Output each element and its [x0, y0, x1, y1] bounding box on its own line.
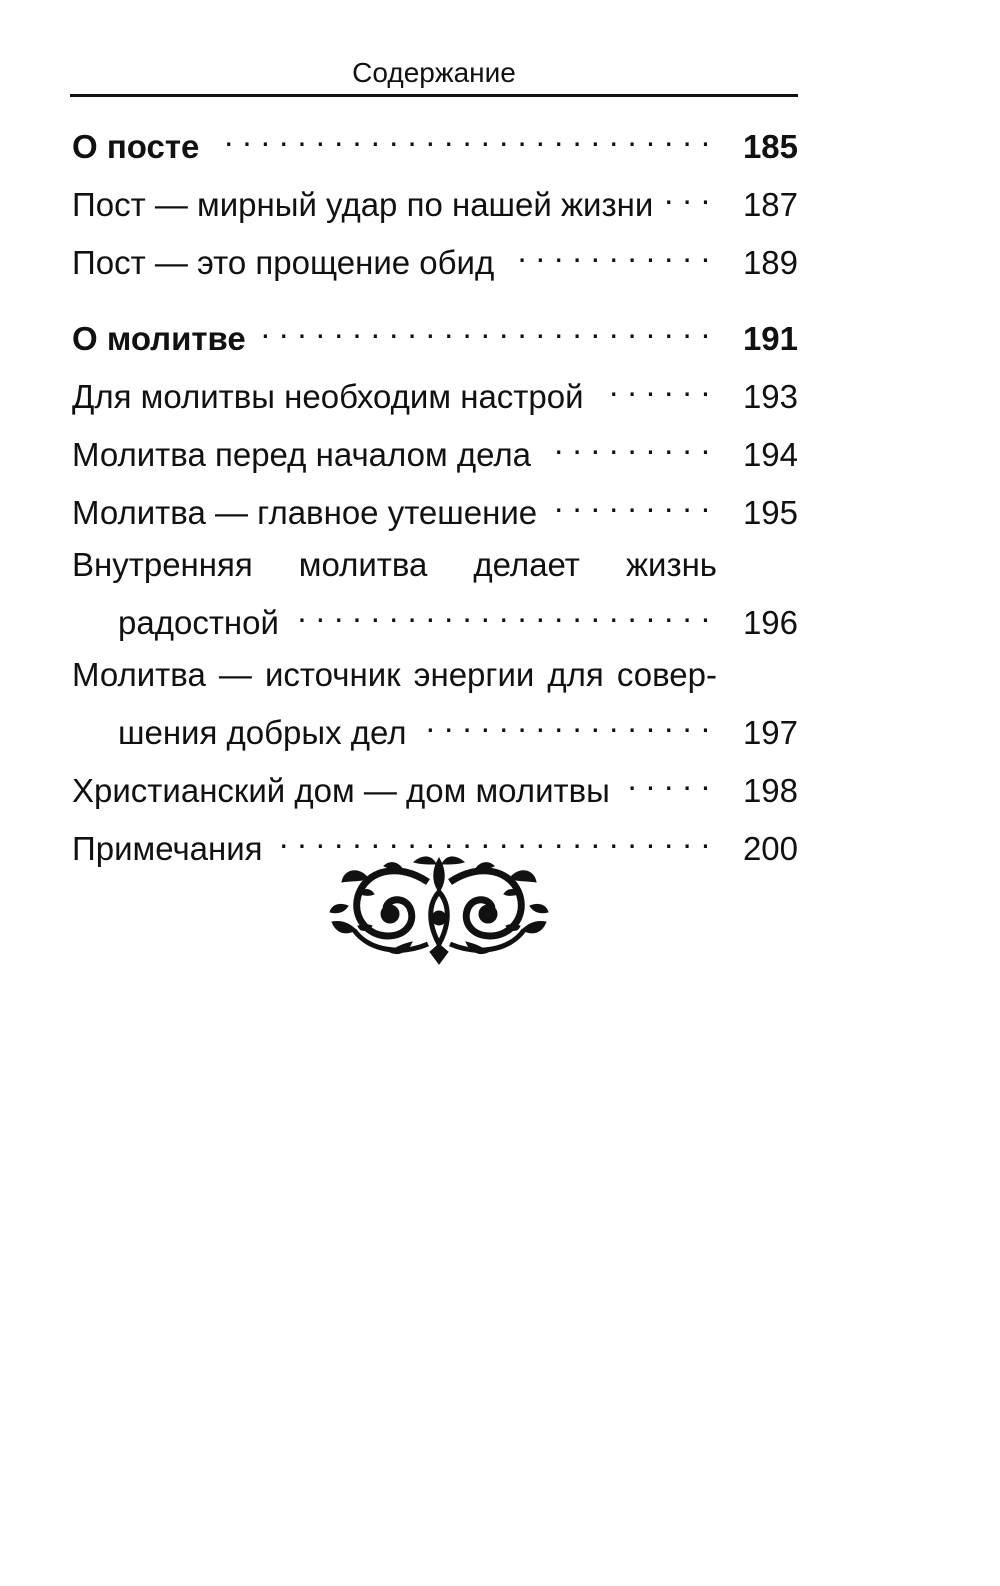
running-header-title: Содержание	[352, 57, 516, 88]
toc-entry-post-mirnyi-udar[interactable]	[72, 170, 798, 228]
toc-entry-word: совер-	[616, 656, 717, 693]
toc-entry-label-line1	[72, 652, 717, 698]
toc-entry-page: 191	[742, 320, 798, 357]
toc-entry-khristianskii-dom[interactable]	[72, 756, 798, 814]
toc-entry-label-line2: шения добрых дел	[118, 714, 407, 751]
toc-entry-label: Пост — это прощение обид	[72, 244, 495, 281]
toc-entry-page: 197	[742, 714, 798, 751]
toc-entry-o-molitve[interactable]	[72, 304, 798, 362]
toc-entry-page: 196	[742, 604, 798, 641]
toc-entry-word: молитва	[298, 546, 428, 583]
toc-entry-post-proshchenie-obid[interactable]	[72, 228, 798, 286]
dot-leader	[508, 228, 710, 274]
toc-entry-page: 189	[742, 244, 798, 281]
toc-entry-label: О посте	[72, 128, 200, 165]
toc-entry-label: Для молитвы необходим настрой	[72, 378, 584, 415]
floral-ornament-icon	[328, 852, 550, 968]
toc-entry-o-poste[interactable]	[72, 112, 798, 170]
dot-leader	[421, 698, 710, 744]
toc-entry-word: жизнь	[625, 546, 717, 583]
toc-entry-glavnoe-uteshenie[interactable]	[72, 478, 798, 536]
toc-entry-label: Христианский дом — дом молитвы	[72, 772, 610, 809]
toc-entry-istochnik-energii[interactable]	[72, 652, 798, 756]
toc-entry-label-line2: радостной	[118, 604, 279, 641]
toc-entry-word: делает	[473, 546, 580, 583]
dot-leader	[551, 478, 710, 524]
toc-entry-page: 198	[742, 772, 798, 809]
toc-entry-word: для	[547, 656, 604, 693]
toc-entry-word: Внутренняя	[72, 546, 253, 583]
toc-entry-page: 187	[742, 186, 798, 223]
toc-entry-page: 194	[742, 436, 798, 473]
dot-leader	[213, 112, 710, 158]
toc-entry-page: 195	[742, 494, 798, 531]
toc-entry-vnutrennyaya-molitva[interactable]	[72, 542, 798, 646]
dot-leader	[293, 588, 710, 634]
dot-leader	[260, 304, 710, 350]
toc-entry-nastroi[interactable]	[72, 362, 798, 420]
dot-leader	[667, 170, 710, 216]
toc-entry-label: Пост — мирный удар по нашей жизни	[72, 186, 654, 223]
toc-entry-word: —	[218, 656, 252, 693]
dot-leader	[598, 362, 710, 408]
dot-leader	[545, 420, 710, 466]
toc-entry-label: Молитва перед началом дела	[72, 436, 531, 473]
toc-entry-word: источник	[264, 656, 401, 693]
dot-leader	[624, 756, 710, 802]
toc-entry-page: 200	[742, 830, 798, 867]
toc-entry-label-line1	[72, 542, 717, 588]
toc-entry-word: энергии	[413, 656, 535, 693]
running-header	[70, 52, 798, 97]
toc-entry-label: Примечания	[72, 830, 263, 867]
toc-entry-label: Молитва — главное утешение	[72, 494, 538, 531]
table-of-contents	[72, 112, 798, 872]
toc-entry-label: О молитве	[72, 320, 246, 357]
toc-entry-molitva-pered-delom[interactable]	[72, 420, 798, 478]
toc-entry-page: 193	[742, 378, 798, 415]
toc-entry-page: 185	[742, 128, 798, 165]
toc-entry-word: Молитва	[72, 656, 206, 693]
